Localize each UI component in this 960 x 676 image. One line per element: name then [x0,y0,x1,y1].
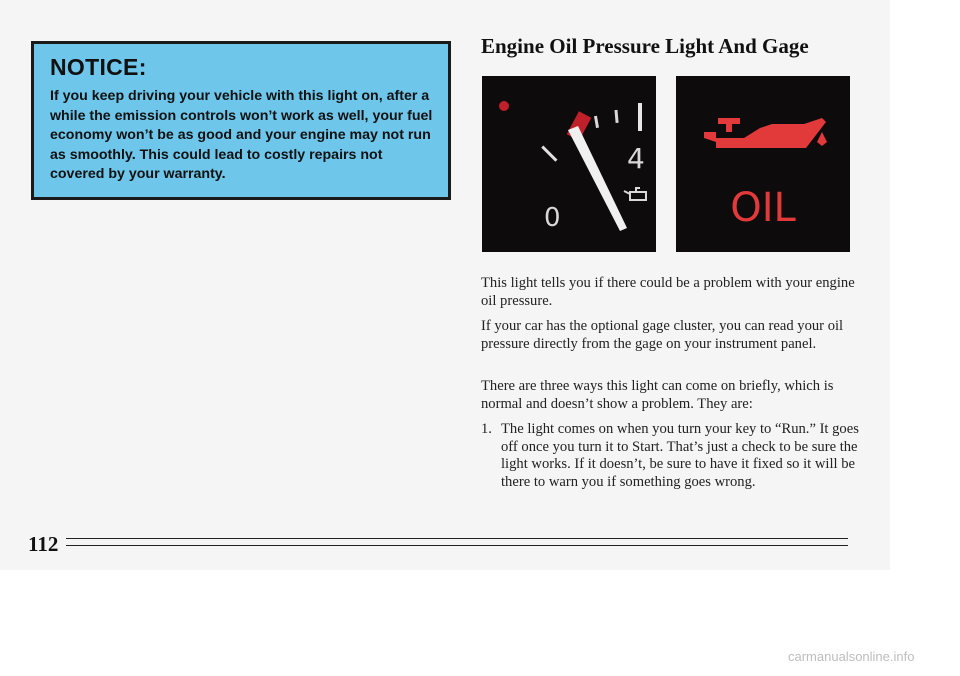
page-number: 112 [28,532,59,556]
oil-pressure-gage-photo [482,76,656,252]
watermark: carmanualsonline.info [788,649,915,664]
list-item-text: The light comes on when you turn your key to “Run.” It goes off once you turn it to Start. That’s just a check to be sure the light works. If it doesn’t, be sure to have it fixed so it will be there to warn you if something goes wrong. [501,421,859,490]
section-heading: Engine Oil Pressure Light And Gage [481,34,809,58]
oil-light-label: OIL [730,185,796,231]
oil-can-icon [676,76,850,252]
notice-body: If you keep driving your vehicle with this light on, after a while the emission controls won’t work as well, your fuel economy won’t be as good and your engine may not run as smoothly. This could lead to costly repairs not covered by your warranty. [50,88,433,182]
gage-label-four: 4 [627,142,645,175]
paragraph-2: If your car has the optional gage cluster, you can read your oil pressure directly from the gage on your instrument panel. [481,318,844,352]
footer-rule-top [66,538,848,539]
paragraph-3: There are three ways this light can come on briefly, which is normal and doesn’t show a problem. They are: [481,378,834,412]
footer-rule-bottom [66,545,848,546]
notice-box [31,41,451,200]
paragraph-1: This light tells you if there could be a problem with your engine oil pressure. [481,275,855,309]
notice-title: NOTICE: [50,54,147,80]
gage-label-zero: 0 [544,203,561,233]
list-item-number: 1. [481,421,492,437]
list-item [481,421,871,491]
oil-pressure-gage-icon [482,76,656,252]
oil-warning-light-photo [676,76,850,252]
